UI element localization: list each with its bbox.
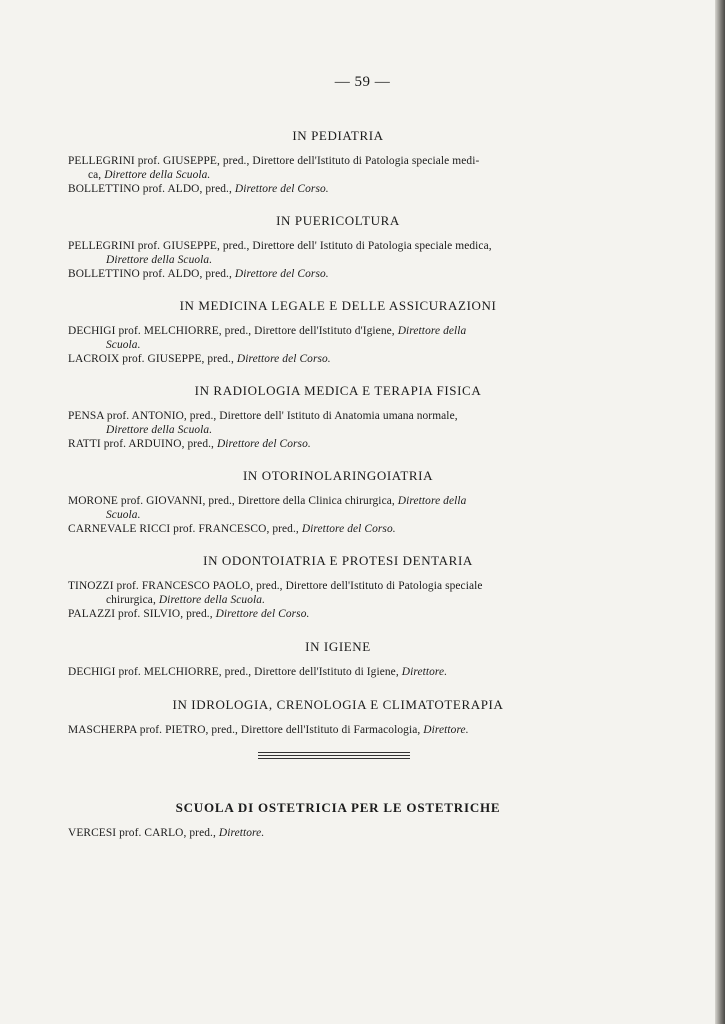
entry-role: Direttore della Scuola. [106, 424, 213, 436]
entry-text: MASCHERPA prof. PIETRO, pred., Direttore dell'Istituto di Farmacologia, [68, 724, 424, 736]
entry-line [68, 324, 608, 338]
divider-line [258, 755, 410, 756]
entry-text: RATTI prof. ARDUINO, pred., [68, 438, 217, 450]
entry-line [68, 253, 608, 267]
entry-line: PENSA prof. ANTONIO, pred., Direttore dell' Istituto di Anatomia umana normale, [68, 410, 458, 422]
staff-entry [68, 522, 608, 536]
staff-entry [68, 579, 608, 607]
staff-entry [68, 607, 608, 621]
section-idrologia [68, 697, 608, 737]
section-medicina-legale [68, 298, 608, 366]
divider-line [258, 758, 410, 759]
section-puericoltura [68, 213, 608, 281]
school-heading: SCUOLA DI OSTETRICIA PER LE OSTETRICHE [175, 800, 501, 815]
section-heading: IN IDROLOGIA, CRENOLOGIA E CLIMATOTERAPIA [172, 697, 504, 712]
entry-text: chirurgica, [106, 594, 159, 606]
entry-text: VERCESI prof. CARLO, pred., [68, 827, 219, 839]
entry-role: Direttore del Corso. [236, 353, 331, 365]
entry-role: Direttore. [218, 827, 265, 839]
entry-role: Scuola. [106, 509, 141, 521]
entry-line: TINOZZI prof. FRANCESCO PAOLO, pred., Direttore dell'Istituto di Patologia speciale [68, 580, 483, 592]
staff-entry [68, 324, 608, 352]
section-heading: IN PEDIATRIA [292, 128, 384, 143]
entry-line [68, 607, 608, 621]
section-scuola-ostetricia [68, 800, 608, 840]
entry-line [68, 723, 608, 737]
entry-line: PELLEGRINI prof. GIUSEPPE, pred., Direttore dell'Istituto di Patologia speciale medi- [68, 155, 480, 167]
entry-role: Direttore. [423, 724, 469, 736]
entry-role: Direttore del Corso. [216, 438, 311, 450]
entry-text: CARNEVALE RICCI prof. FRANCESCO, pred., [68, 523, 302, 535]
staff-entry [68, 154, 608, 182]
entry-line: PELLEGRINI prof. GIUSEPPE, pred., Direttore dell' Istituto di Patologia speciale medica, [68, 240, 492, 252]
entry-line [68, 338, 608, 352]
page-number: — 59 — [334, 74, 391, 90]
entry-text: DECHIGI prof. MELCHIORRE, pred., Direttore dell'Istituto d'Igiene, [68, 325, 398, 337]
entry-line [68, 665, 608, 679]
scanned-page-edge [715, 0, 725, 1024]
entry-line [68, 352, 608, 366]
entry-role: Direttore della [397, 495, 467, 507]
entry-text: ca, [88, 169, 105, 181]
section-radiologia [68, 383, 608, 451]
section-divider [258, 752, 410, 761]
staff-entry [68, 826, 608, 840]
section-heading: IN MEDICINA LEGALE E DELLE ASSICURAZIONI [179, 298, 497, 313]
entry-line [68, 168, 608, 182]
staff-entry [68, 239, 608, 267]
section-heading: IN ODONTOIATRIA E PROTESI DENTARIA [203, 553, 473, 568]
entry-role: Direttore del Corso. [215, 608, 310, 620]
entry-text: PALAZZI prof. SILVIO, pred., [68, 608, 216, 620]
entry-role: Direttore. [401, 666, 448, 678]
staff-entry [68, 182, 608, 196]
staff-entry [68, 352, 608, 366]
entry-line [68, 267, 608, 281]
entry-role: Direttore del Corso. [234, 268, 329, 280]
entry-line [68, 182, 608, 196]
entry-role: Scuola. [106, 339, 141, 351]
entry-text: MORONE prof. GIOVANNI, pred., Direttore della Clinica chirurgica, [68, 495, 398, 507]
section-heading: IN PUERICOLTURA [276, 213, 400, 228]
entry-text: LACROIX prof. GIUSEPPE, pred., [68, 353, 237, 365]
staff-entry [68, 723, 608, 737]
entry-text: BOLLETTINO prof. ALDO, pred., [68, 183, 235, 195]
entry-line [68, 522, 608, 536]
divider-line [258, 752, 410, 753]
section-otorinolaringoiatria [68, 468, 608, 536]
entry-line [68, 423, 608, 437]
section-pediatria [68, 128, 608, 196]
section-heading: IN IGIENE [305, 639, 371, 654]
section-igiene [68, 639, 608, 679]
entry-line [68, 593, 608, 607]
staff-entry [68, 665, 608, 679]
entry-role: Direttore del Corso. [301, 523, 396, 535]
section-odontoiatria [68, 553, 608, 621]
entry-line [68, 826, 608, 840]
entry-role: Direttore della Scuola. [104, 169, 211, 181]
entry-role: Direttore della Scuola. [106, 254, 213, 266]
entry-line [68, 508, 608, 522]
section-heading: IN RADIOLOGIA MEDICA E TERAPIA FISICA [194, 383, 482, 398]
staff-entry [68, 494, 608, 522]
staff-entry [68, 437, 608, 451]
entry-line [68, 494, 608, 508]
entry-role: Direttore della Scuola. [158, 594, 266, 606]
entry-text: BOLLETTINO prof. ALDO, pred., [68, 268, 235, 280]
entry-role: Direttore della [397, 325, 467, 337]
entry-text: DECHIGI prof. MELCHIORRE, pred., Direttore dell'Istituto di Igiene, [68, 666, 402, 678]
entry-line [68, 437, 608, 451]
entry-role: Direttore del Corso. [234, 183, 329, 195]
section-heading: IN OTORINOLARINGOIATRIA [242, 468, 434, 483]
staff-entry [68, 409, 608, 437]
staff-entry [68, 267, 608, 281]
